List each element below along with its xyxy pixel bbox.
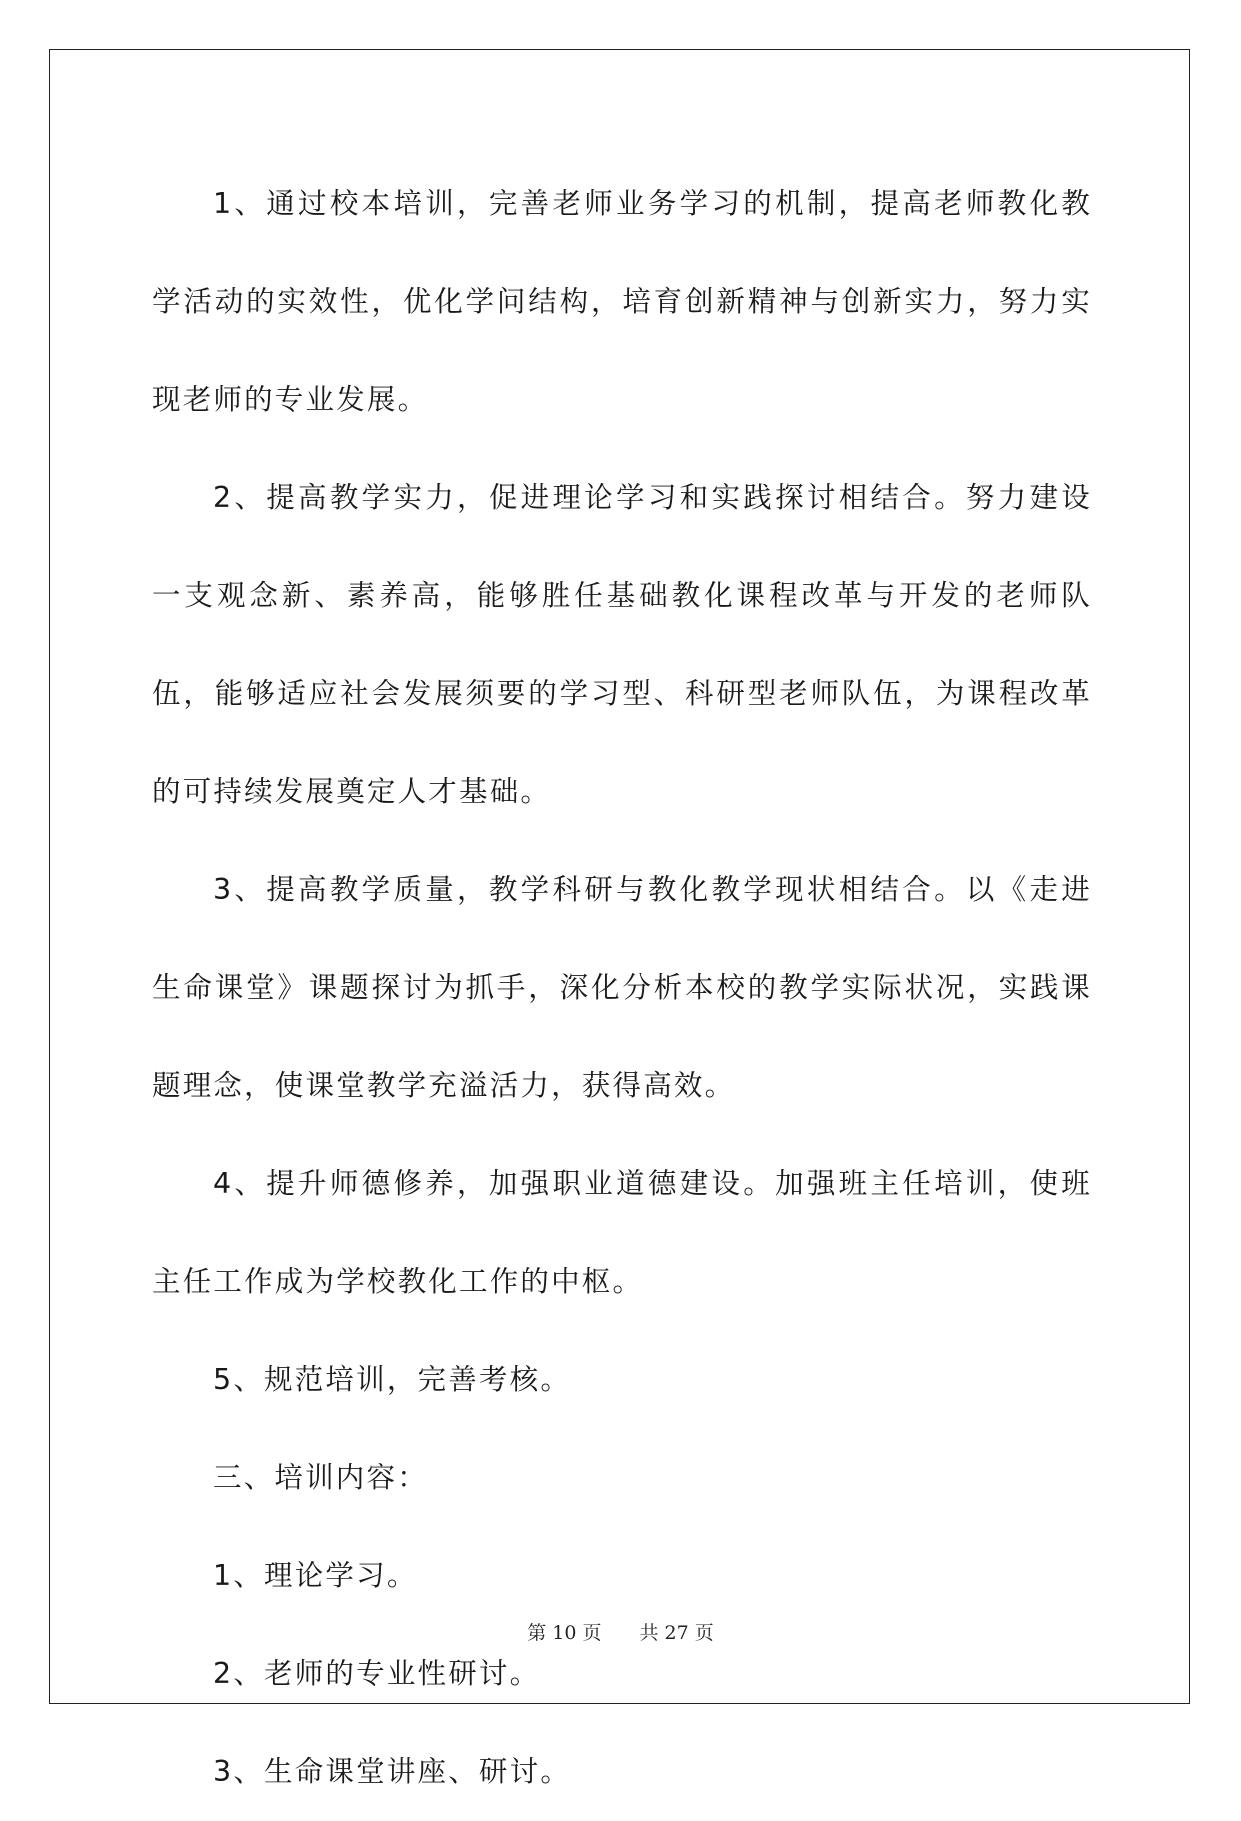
list-item: 2、老师的专业性研讨。: [213, 1657, 541, 1690]
document-body: [152, 155, 1092, 1821]
footer-text: 第: [527, 1622, 547, 1644]
footer-text: 页: [694, 1622, 714, 1644]
current-page-value: 10: [552, 1622, 577, 1644]
paragraph-3: 3、提高教学质量，教学科研与教化教学现状相结合。以《走进生命课堂》课题探讨为抓手，深化分析本校的教学实际状况，实践课题理念，使课堂教学充溢活力，获得高效。: [152, 873, 1092, 1102]
list-item: 5、规范培训，完善考核。: [213, 1363, 572, 1396]
page-footer: [0, 1618, 1241, 1645]
list-item: 3、生命课堂讲座、研讨。: [213, 1755, 572, 1788]
footer-text: 共: [639, 1622, 659, 1644]
paragraph-2: 2、提高教学实力，促进理论学习和实践探讨相结合。努力建设一支观念新、素养高，能够胜任基础教化课程改革与开发的老师队伍，能够适应社会发展须要的学习型、科研型老师队伍，为课程改革的可持续发展奠定人才基础。: [152, 481, 1092, 808]
footer-text: 页: [582, 1622, 602, 1644]
list-item: 1、理论学习。: [213, 1559, 418, 1592]
page-number-total: [637, 1622, 717, 1644]
section-heading: 三、培训内容：: [213, 1461, 428, 1494]
paragraph-1: 1、通过校本培训，完善老师业务学习的机制，提高老师教化教学活动的实效性，优化学问结构，培育创新精神与创新实力，努力实现老师的专业发展。: [152, 187, 1092, 416]
page-number-current: [524, 1622, 604, 1644]
total-pages-value: 27: [664, 1622, 689, 1644]
paragraph-4: 4、提升师德修养，加强职业道德建设。加强班主任培训，使班主任工作成为学校教化工作的中枢。: [152, 1167, 1092, 1298]
